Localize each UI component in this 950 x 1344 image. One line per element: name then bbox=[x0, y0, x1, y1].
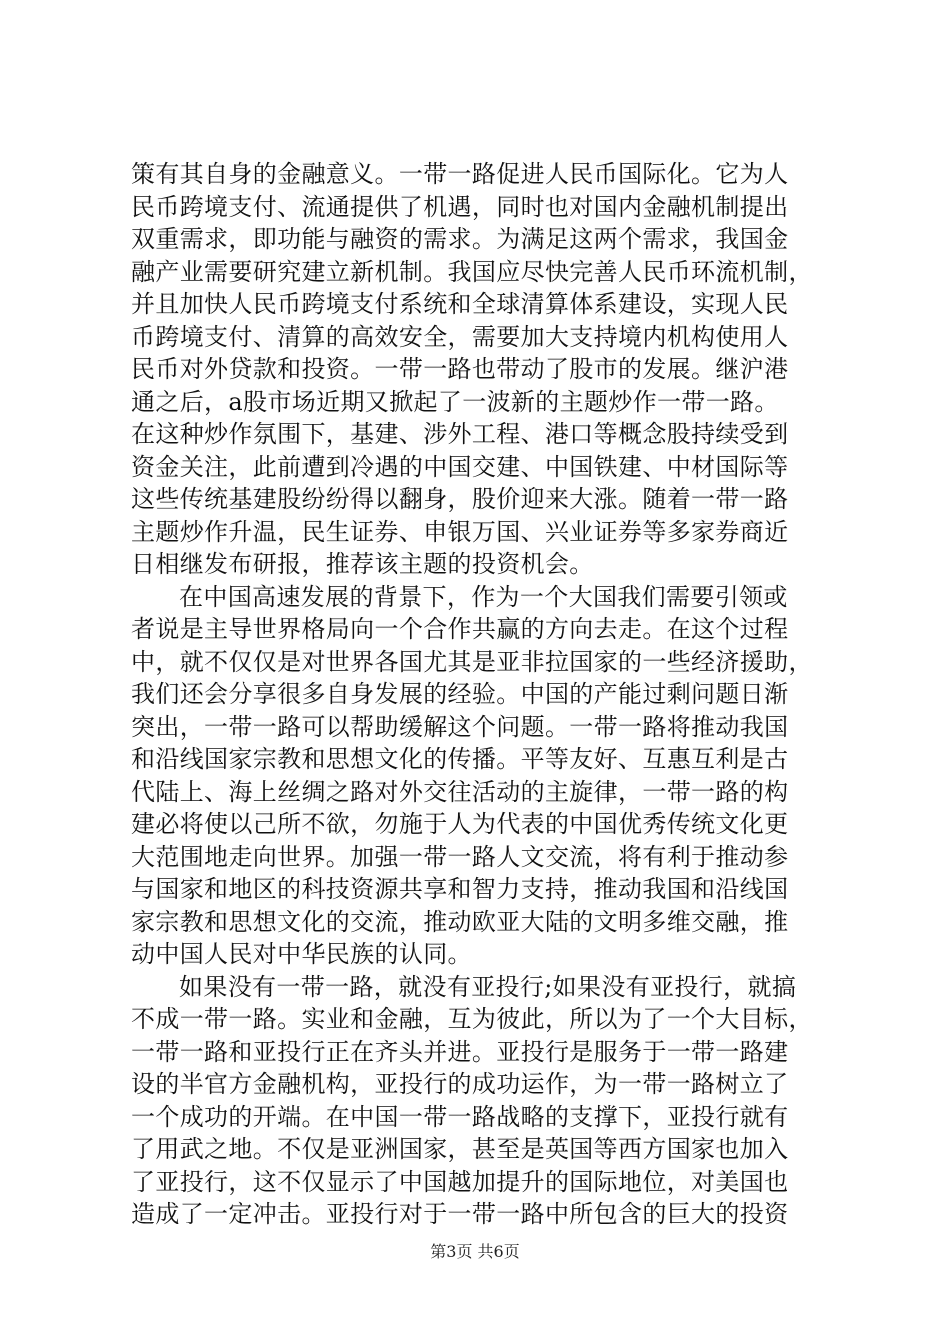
text-line: 突出，一带一路可以帮助缓解这个问题。一带一路将推动我国 bbox=[131, 712, 789, 741]
document-body bbox=[131, 158, 843, 1231]
text-line: 通之后，a股市场近期又掀起了一波新的主题炒作一带一路。 bbox=[131, 387, 779, 416]
text-line: 了用武之地。不仅是亚洲国家，甚至是英国等西方国家也加入 bbox=[131, 1135, 789, 1163]
text-line: 不成一带一路。实业和金融，互为彼此，所以为了一个大目标， bbox=[131, 1005, 813, 1033]
text-line: 一带一路和亚投行正在齐头并进。亚投行是服务于一带一路建 bbox=[131, 1037, 789, 1066]
text-line: 家宗教和思想文化的交流，推动欧亚大陆的文明多维交融，推 bbox=[131, 907, 789, 936]
text-line: 动中国人民对中华民族的认同。 bbox=[131, 940, 472, 968]
text-line: 与国家和地区的科技资源共享和智力支持，推动我国和沿线国 bbox=[131, 875, 789, 903]
text-line: 并且加快人民币跨境支付系统和全球清算体系建设，实现人民 bbox=[131, 290, 789, 318]
text-line: 这些传统基建股纷纷得以翻身，股价迎来大涨。随着一带一路 bbox=[131, 485, 789, 513]
text-line: 中，就不仅仅是对世界各国尤其是亚非拉国家的一些经济援助， bbox=[131, 647, 813, 676]
text-line: 在这种炒作氛围下，基建、涉外工程、港口等概念股持续受到 bbox=[131, 420, 789, 448]
text-line: 策有其自身的金融意义。一带一路促进人民币国际化。它为人 bbox=[131, 160, 789, 188]
paragraph bbox=[131, 581, 843, 971]
paragraph bbox=[131, 158, 843, 581]
text-line: 我们还会分享很多自身发展的经验。中国的产能过剩问题日渐 bbox=[131, 680, 789, 708]
text-line: 一个成功的开端。在中国一带一路战略的支撑下，亚投行就有 bbox=[131, 1102, 789, 1131]
paragraph bbox=[131, 971, 843, 1231]
text-line: 双重需求，即功能与融资的需求。为满足这两个需求，我国金 bbox=[131, 225, 789, 253]
text-line: 造成了一定冲击。亚投行对于一带一路中所包含的巨大的投资 bbox=[131, 1200, 789, 1228]
text-line: 日相继发布研报，推荐该主题的投资机会。 bbox=[131, 550, 594, 578]
text-line: 民币对外贷款和投资。一带一路也带动了股市的发展。继沪港 bbox=[131, 355, 789, 383]
text-line: 设的半官方金融机构，亚投行的成功运作，为一带一路树立了 bbox=[131, 1070, 789, 1098]
text-line: 了亚投行，这不仅显示了中国越加提升的国际地位，对美国也 bbox=[131, 1167, 789, 1196]
text-line: 在中国高速发展的背景下，作为一个大国我们需要引领或 bbox=[179, 582, 788, 611]
page-footer: 第3页 共6页 bbox=[430, 1242, 520, 1261]
text-line: 和沿线国家宗教和思想文化的传播。平等友好、互惠互利是古 bbox=[131, 745, 789, 773]
text-line: 建必将使以己所不欲，勿施于人为代表的中国优秀传统文化更 bbox=[131, 810, 789, 838]
text-line: 如果没有一带一路，就没有亚投行;如果没有亚投行，就搞 bbox=[179, 972, 797, 1001]
text-line: 币跨境支付、清算的高效安全，需要加大支持境内机构使用人 bbox=[131, 322, 789, 351]
text-line: 大范围地走向世界。加强一带一路人文交流，将有利于推动参 bbox=[131, 842, 789, 871]
text-line: 者说是主导世界格局向一个合作共赢的方向去走。在这个过程 bbox=[131, 615, 789, 643]
text-line: 融产业需要研究建立新机制。我国应尽快完善人民币环流机制， bbox=[131, 257, 813, 286]
text-line: 资金关注，此前遭到冷遇的中国交建、中国铁建、中材国际等 bbox=[131, 452, 789, 481]
text-line: 民币跨境支付、流通提供了机遇，同时也对国内金融机制提出 bbox=[131, 192, 789, 221]
text-line: 代陆上、海上丝绸之路对外交往活动的主旋律，一带一路的构 bbox=[131, 777, 789, 806]
text-line: 主题炒作升温，民生证券、申银万国、兴业证券等多家券商近 bbox=[131, 517, 789, 546]
